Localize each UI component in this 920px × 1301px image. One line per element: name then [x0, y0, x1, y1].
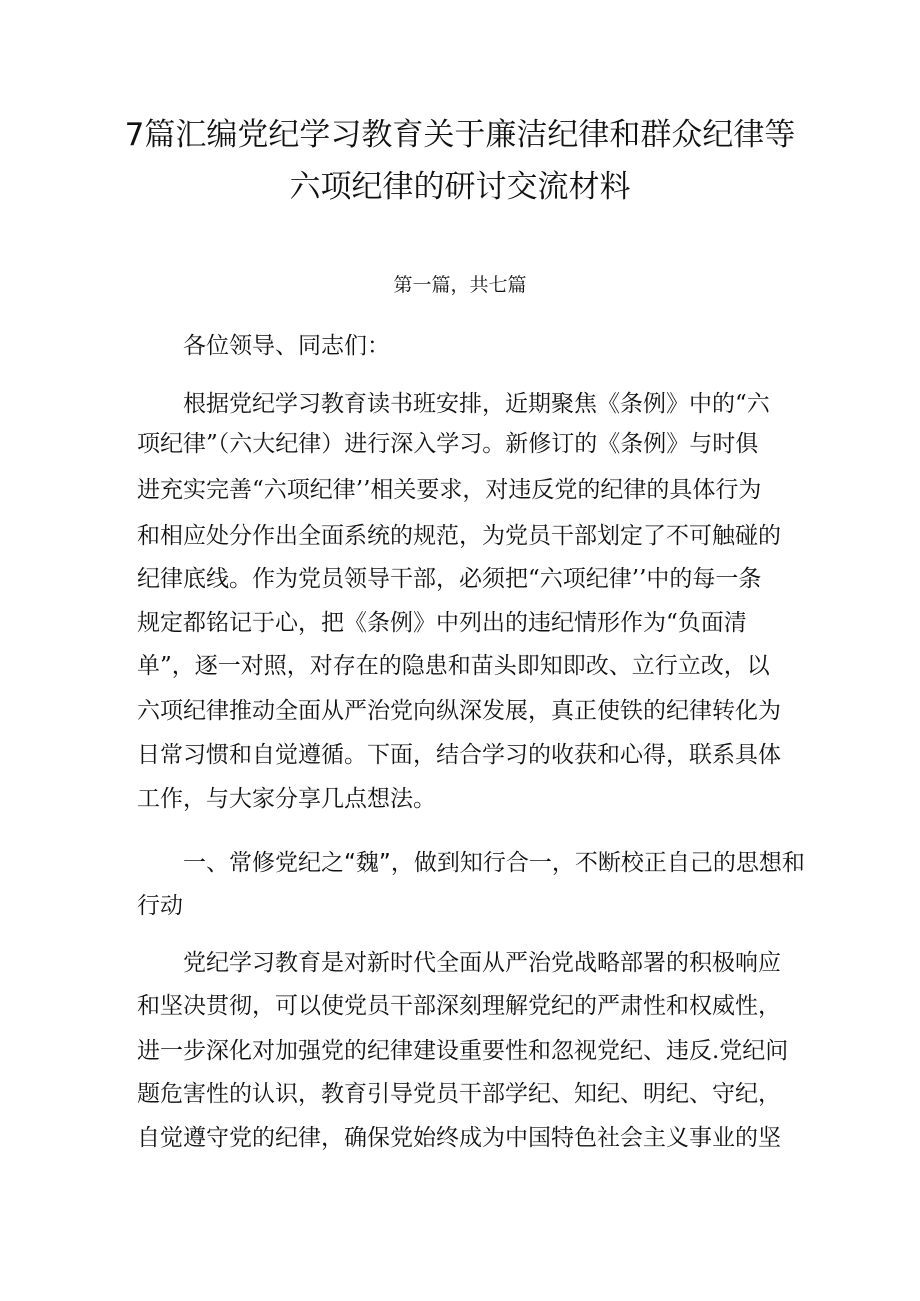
document-subtitle: 第一篇，共七篇 [393, 274, 527, 296]
paragraph-1-line-1: 根据党纪学习教育读书班安排，近期聚焦《条例》中的“六 [183, 391, 770, 417]
paragraph-2-line-1: 党纪学习教育是对新时代全面从严治党战略部署的积极响应 [183, 950, 781, 976]
section-heading-1-line-1: 一、常修党纪之“魏”，做到知行合一，不断校正自己的思想和 [183, 850, 805, 876]
paragraph-2-line-5: 自觉遵守党的纪律，确保党始终成为中国特色社会主义事业的坚 [137, 1125, 781, 1151]
greeting: 各位领导、同志们： [183, 333, 390, 359]
paragraph-1-line-9: 日常习惯和自觉遵循。下面，结合学习的收获和心得，联系具体 [137, 742, 781, 768]
document-title-line-2: 六项纪律的研讨交流材料 [289, 169, 631, 205]
paragraph-1-line-4: 和相应处分作出全面系统的规范，为党员干部划定了不可触碰的 [137, 523, 781, 549]
paragraph-2-line-3: 进一步深化对加强党的纪律建设重要性和忽视党纪、违反.党纪问 [137, 1038, 789, 1064]
paragraph-1-line-2: 项纪律”（六大纪律）进行深入学习。新修订的《条例》与时俱 [137, 431, 759, 457]
paragraph-2-line-2: 和坚决贯彻，可以使党员干部深刻理解党纪的严肃性和权威性， [137, 993, 781, 1019]
section-heading-1-line-2: 行动 [137, 893, 183, 919]
paragraph-1-line-5: 纪律底线。作为党员领导干部，必须把“六项纪律’’中的每一条 [137, 566, 762, 592]
paragraph-1-line-10: 工作，与大家分享几点想法。 [137, 786, 436, 812]
paragraph-1-line-7: 单”，逐一对照，对存在的隐患和苗头即知即改、立行立改，以 [137, 653, 770, 679]
paragraph-2-line-4: 题危害性的认识，教育引导党员干部学纪、知纪、明纪、守纪， [137, 1081, 781, 1107]
paragraph-1-line-8: 六项纪律推动全面从严治党向纵深发展，真正使铁的纪律转化为 [137, 698, 781, 724]
paragraph-1-line-6: 规定都铭记于心，把《条例》中列出的违纪情形作为“负面清 [137, 610, 747, 636]
document-title-line-1: 7篇汇编党纪学习教育关于廉洁纪律和群众纪律等 [124, 117, 796, 153]
paragraph-1-line-3: 进充实完善“六项纪律’’相关要求，对违反党的纪律的具体行为 [137, 477, 762, 503]
